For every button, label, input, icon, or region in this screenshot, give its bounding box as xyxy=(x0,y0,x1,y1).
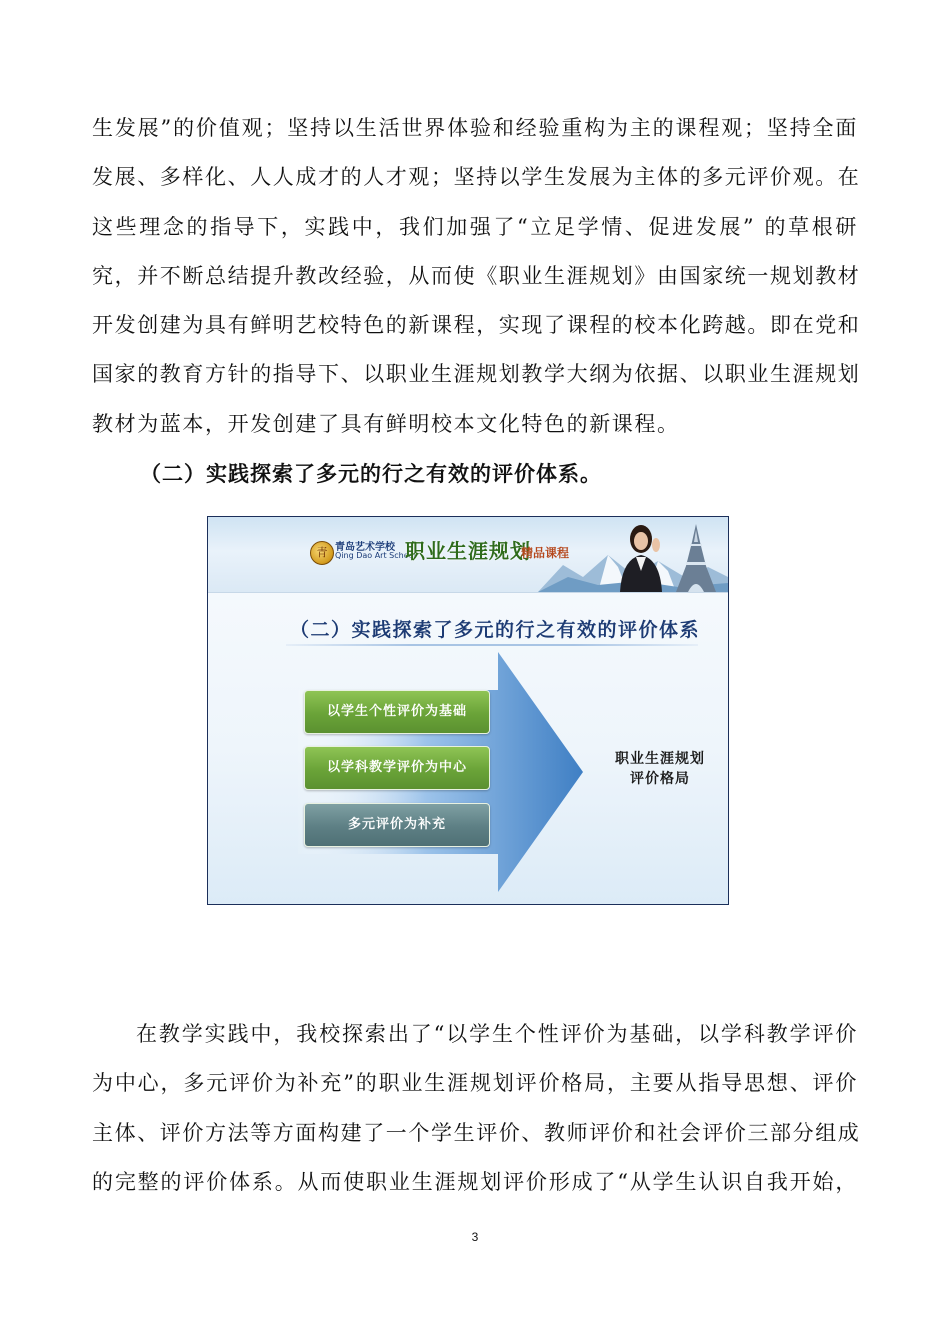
presenter-photo xyxy=(610,519,672,592)
school-logo-icon: 青 xyxy=(310,541,334,565)
slide-title-divider xyxy=(286,644,698,646)
result-line: 评价格局 xyxy=(630,771,690,787)
evaluation-basis-box: 以学生个性评价为基础 xyxy=(304,690,490,734)
course-title: 职业生涯规划 xyxy=(405,539,531,563)
slide-title: （二）实践探索了多元的行之有效的评价体系 xyxy=(290,619,701,641)
paragraph-line: 究，并不断总结提升教改经验，从而使《职业生涯规划》由国家统一规划教材 xyxy=(92,263,861,288)
body-paragraph-2 xyxy=(92,1010,861,1207)
paragraph-line: 的完整的评价体系。从而使职业生涯规划评价形成了“从学生认识自我开始， xyxy=(92,1169,858,1194)
paragraph-line: 这些理念的指导下，实践中，我们加强了“立足学情、促进发展” 的草根研 xyxy=(92,214,858,239)
evaluation-supplement-box: 多元评价为补充 xyxy=(304,803,490,847)
paragraph-line: 在教学实践中，我校探索出了“以学生个性评价为基础，以学科教学评价 xyxy=(136,1022,858,1046)
paragraph-line: 主体、评价方法等方面构建了一个学生评价、教师评价和社会评价三部分组成 xyxy=(92,1120,861,1145)
paragraph-line: 为中心，多元评价为补充”的职业生涯规划评价格局，主要从指导思想、评价 xyxy=(92,1071,858,1096)
school-name-en: Qing Dao Art School xyxy=(335,551,416,560)
body-paragraph-1 xyxy=(92,104,861,449)
page-number: 3 xyxy=(471,1230,479,1244)
evaluation-center-box: 以学科教学评价为中心 xyxy=(304,746,490,790)
evaluation-pattern-label xyxy=(600,749,720,789)
tower-landmark-image xyxy=(664,522,728,592)
embedded-slide-figure xyxy=(207,516,729,905)
paragraph-line: 开发创建为具有鲜明艺校特色的新课程，实现了课程的校本化跨越。即在党和 xyxy=(92,313,861,338)
section-heading: （二）实践探索了多元的行之有效的评价体系。 xyxy=(140,462,602,486)
school-name-cn: 青岛艺术学校 xyxy=(335,542,395,553)
paragraph-line: 国家的教育方针的指导下、以职业生涯规划教学大纲为依据、以职业生涯规划 xyxy=(92,362,861,387)
paragraph-line: 生发展”的价值观；坚持以生活世界体验和经验重构为主的课程观；坚持全面 xyxy=(92,116,858,140)
course-subtitle: 精品课程 xyxy=(521,546,570,560)
slide-header-banner xyxy=(208,517,728,593)
result-line: 职业生涯规划 xyxy=(615,751,705,767)
paragraph-line: 发展、多样化、人人成才的人才观；坚持以学生发展为主体的多元评价观。在 xyxy=(92,165,861,190)
paragraph-line: 教材为蓝本，开发创建了具有鲜明校本文化特色的新课程。 xyxy=(92,411,680,436)
